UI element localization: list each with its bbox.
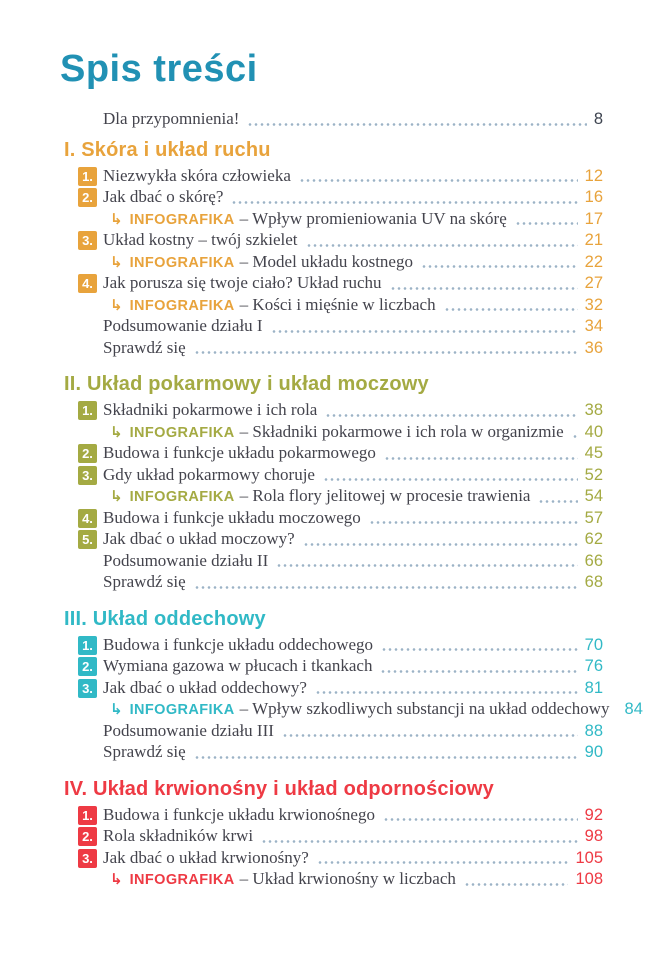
dotted-leader (247, 108, 586, 130)
page-number: 8 (593, 110, 603, 128)
toc-row (64, 634, 603, 656)
page-number: 32 (584, 295, 603, 314)
dotted-leader (315, 677, 578, 699)
toc-row (64, 464, 603, 486)
sub-item-arrow-icon: ↳ (110, 209, 123, 228)
toc-sections (64, 138, 643, 890)
sub-item-arrow-icon: ↳ (110, 295, 123, 314)
toc-entry-label: Jak dbać o skórę? (103, 187, 224, 206)
dotted-leader (572, 421, 578, 443)
toc-row (64, 868, 603, 890)
item-number-badge: 3. (78, 849, 97, 868)
toc-entry-label: – Wpływ promieniowania UV na skórę (239, 208, 507, 228)
toc-row (64, 720, 603, 742)
infografika-label: INFOGRAFIKA (129, 489, 235, 505)
page-number: 68 (584, 573, 603, 591)
toc-row (64, 442, 603, 464)
item-number-badge: 1. (78, 636, 97, 655)
item-number-badge: 1. (78, 167, 97, 186)
page-number: 98 (584, 827, 603, 845)
toc-row (64, 825, 603, 847)
dotted-leader (421, 251, 578, 273)
toc-entry-label: Podsumowanie działu I (103, 316, 263, 335)
item-number-badge: 3. (78, 231, 97, 250)
sub-item-arrow-icon: ↳ (110, 422, 123, 441)
toc-entry-label: Budowa i funkcje układu moczowego (103, 507, 361, 527)
page-title: Spis treści (60, 48, 258, 90)
dotted-leader (282, 720, 578, 742)
dotted-leader (194, 337, 578, 359)
toc-entry-label: – Składniki pokarmowe i ich rola w organizmie (239, 421, 564, 441)
dotted-leader (303, 528, 578, 550)
toc-row (64, 528, 603, 550)
page-number: 62 (584, 530, 603, 548)
page-number: 27 (584, 274, 603, 292)
page-number: 57 (584, 508, 603, 527)
dotted-leader (194, 741, 578, 763)
dotted-leader (261, 825, 577, 847)
toc-row (64, 399, 603, 421)
page-number: 17 (584, 209, 603, 228)
sub-item-arrow-icon: ↳ (110, 252, 123, 271)
toc-row (64, 208, 603, 230)
item-number-badge: 4. (78, 274, 97, 293)
toc-entry-label: Sprawdź się (103, 742, 186, 761)
toc-entry-label: Składniki pokarmowe i ich rola (103, 400, 318, 419)
toc-row (64, 507, 603, 529)
page-number: 76 (584, 657, 603, 675)
page-number: 38 (584, 401, 603, 419)
infografika-label: INFOGRAFIKA (129, 702, 235, 718)
page-number: 70 (584, 635, 603, 654)
page-number: 16 (584, 188, 603, 206)
dotted-leader (381, 634, 578, 656)
dotted-leader (384, 442, 578, 464)
page-number: 54 (584, 487, 603, 505)
item-number-badge: 2. (78, 444, 97, 463)
toc-entry-label: Wymiana gazowa w płucach i tkankach (103, 656, 373, 675)
toc-entry-label: Rola składników krwi (103, 826, 254, 845)
dotted-leader (515, 208, 578, 230)
dotted-leader (194, 571, 578, 593)
page-number: 21 (584, 231, 603, 249)
dotted-leader (538, 485, 577, 507)
item-number-badge: 2. (78, 827, 97, 846)
item-number-badge: 3. (78, 679, 97, 698)
toc-row (64, 294, 603, 316)
item-number-badge: 2. (78, 188, 97, 207)
page-number: 36 (584, 338, 603, 357)
page-number: 52 (584, 465, 603, 484)
item-number-badge: 1. (78, 401, 97, 420)
dotted-leader (276, 550, 577, 572)
page-number: 88 (584, 721, 603, 740)
dotted-leader (380, 655, 577, 677)
toc-entry-label: Gdy układ pokarmowy choruje (103, 464, 315, 484)
toc-entry-label: Budowa i funkcje układu oddechowego (103, 634, 374, 654)
toc-row (64, 571, 603, 593)
dotted-leader (299, 165, 578, 187)
page-number: 12 (584, 166, 603, 185)
page-number: 84 (624, 700, 643, 718)
toc-entry-label: Jak porusza się twoje ciało? Układ ruchu (103, 273, 382, 292)
toc-row (64, 677, 603, 699)
toc-entry-label: Układ kostny – twój szkielet (103, 230, 298, 249)
toc-entry-label: – Układ krwionośny w liczbach (239, 869, 456, 888)
toc-section-3 (64, 607, 643, 763)
toc-row (64, 655, 603, 677)
dotted-leader (271, 315, 578, 337)
dotted-leader (444, 294, 578, 316)
section-heading: IV. Układ krwionośny i układ odpornościowy (64, 777, 494, 800)
toc-entry-label: Podsumowanie działu II (103, 550, 269, 570)
dotted-leader (306, 229, 578, 251)
toc-entry-label: – Model układu kostnego (239, 251, 413, 271)
toc-row-intro (64, 108, 603, 130)
toc-section-2 (64, 372, 603, 593)
dotted-leader (464, 868, 569, 890)
toc-row (64, 698, 643, 720)
toc-row (64, 485, 603, 507)
toc-section-4 (64, 777, 603, 890)
dotted-leader (390, 272, 578, 294)
dotted-leader (317, 847, 569, 869)
page-number: 90 (584, 743, 603, 761)
toc-row (64, 272, 603, 294)
toc-row (64, 229, 603, 251)
page-number: 40 (584, 422, 603, 441)
page-number: 45 (584, 444, 603, 462)
item-number-badge: 5. (78, 530, 97, 549)
toc-entry-label: Budowa i funkcje układu pokarmowego (103, 443, 376, 462)
toc-entry-label: Jak dbać o układ oddechowy? (103, 677, 307, 697)
page-number: 34 (584, 317, 603, 335)
section-heading: III. Układ oddechowy (64, 607, 266, 630)
item-number-badge: 1. (78, 806, 97, 825)
toc-entry-label: Jak dbać o układ krwionośny? (103, 847, 309, 867)
infografika-label: INFOGRAFIKA (129, 297, 235, 314)
toc-entry-label: Jak dbać o układ moczowy? (103, 529, 295, 548)
item-number-badge: 3. (78, 466, 97, 485)
sub-item-arrow-icon: ↳ (110, 700, 123, 718)
toc-section-1 (64, 138, 603, 359)
toc-row (64, 165, 603, 187)
section-heading: II. Układ pokarmowy i układ moczowy (64, 373, 429, 395)
page-number: 81 (584, 678, 603, 697)
page-number: 108 (575, 870, 603, 888)
page-number: 105 (575, 848, 603, 867)
page-number: 66 (584, 551, 603, 570)
dotted-leader (325, 399, 577, 421)
item-number-badge: 2. (78, 657, 97, 676)
toc-row (64, 421, 603, 443)
dotted-leader (231, 186, 577, 208)
dotted-leader (323, 464, 578, 486)
toc-entry-label: Budowa i funkcje układu krwionośnego (103, 804, 375, 824)
infografika-label: INFOGRAFIKA (129, 211, 235, 228)
toc-row (64, 251, 603, 273)
toc-entry-label: – Rola flory jelitowej w procesie trawienia (239, 486, 531, 505)
toc-entry-label: Sprawdź się (103, 337, 186, 357)
toc-row (64, 741, 603, 763)
sub-item-arrow-icon: ↳ (110, 870, 123, 888)
toc-entry-label: Podsumowanie działu III (103, 720, 274, 740)
toc-row (64, 315, 603, 337)
section-heading: I. Skóra i układ ruchu (64, 138, 271, 161)
toc-entry-label: Dla przypomnienia! (103, 109, 240, 128)
dotted-leader (369, 507, 578, 529)
sub-item-arrow-icon: ↳ (110, 487, 123, 505)
toc-row (64, 337, 603, 359)
page-number: 92 (584, 805, 603, 824)
toc-row (64, 847, 603, 869)
toc-row (64, 186, 603, 208)
infografika-label: INFOGRAFIKA (129, 872, 235, 888)
toc-entry-label: – Kości i mięśnie w liczbach (239, 294, 436, 314)
toc-entry-label: – Wpływ szkodliwych substancji na układ oddechowy (239, 699, 610, 718)
infografika-label: INFOGRAFIKA (129, 254, 235, 271)
toc-entry-label: Niezwykła skóra człowieka (103, 165, 291, 185)
toc-row (64, 804, 603, 826)
toc-row (64, 550, 603, 572)
infografika-label: INFOGRAFIKA (129, 424, 235, 441)
toc-entry-label: Sprawdź się (103, 572, 186, 591)
item-number-badge: 4. (78, 509, 97, 528)
page-number: 22 (584, 252, 603, 271)
dotted-leader (383, 804, 578, 826)
